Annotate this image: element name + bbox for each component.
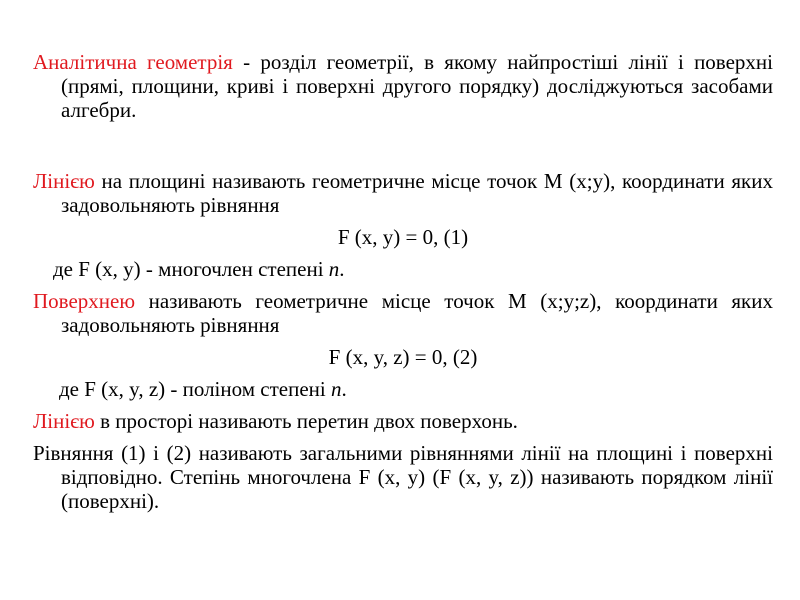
term-line-space: Лінією bbox=[33, 409, 95, 433]
spacer bbox=[33, 217, 773, 225]
note-1-end: . bbox=[339, 257, 345, 281]
spacer bbox=[33, 369, 773, 377]
note-polynomial-1 bbox=[33, 257, 773, 281]
term-surface: Поверхнею bbox=[33, 289, 136, 313]
note-1-text: де F (x, y) - многочлен степені bbox=[53, 257, 329, 281]
definition-line-plane: на площині називають геометричне місце точок М (x;y), координати яких задовольняють рівняння bbox=[61, 169, 773, 217]
slide-content bbox=[33, 50, 773, 513]
definition-line-space: в просторі називають перетин двох поверхонь. bbox=[94, 409, 518, 433]
spacer bbox=[33, 249, 773, 257]
formula-2: F (x, y, z) = 0, (2) bbox=[328, 345, 478, 369]
note-1-variable: n bbox=[328, 257, 340, 281]
definition-analytic-geometry: - розділ геометрії, в якому найпростіші лінії і поверхні (прямі, площини, криві і поверхні другого порядку) досліджуються засобами алгебри. bbox=[61, 50, 773, 122]
spacer bbox=[33, 122, 773, 169]
paragraph-line-space bbox=[33, 409, 773, 433]
formula-1: F (x, y) = 0, (1) bbox=[337, 225, 469, 249]
paragraph-general-equations: Рівняння (1) і (2) називають загальними рівняннями лінії на площині і поверхні відповідно. Степінь многочлена F (x, y) (F (x, y, z)) називають порядком лінії (поверхні). bbox=[33, 441, 773, 513]
paragraph-surface bbox=[33, 289, 773, 337]
note-polynomial-2 bbox=[33, 377, 773, 401]
paragraph-line-plane bbox=[33, 169, 773, 217]
spacer bbox=[33, 401, 773, 409]
spacer bbox=[33, 337, 773, 345]
definition-surface: називають геометричне місце точок М (x;y;z), координати яких задовольняють рівняння bbox=[61, 289, 773, 337]
term-analytic-geometry: Аналітична геометрія bbox=[33, 50, 233, 74]
spacer bbox=[33, 433, 773, 441]
note-2-variable: n bbox=[330, 377, 342, 401]
paragraph-analytic-geometry bbox=[33, 50, 773, 122]
note-2-end: . bbox=[341, 377, 347, 401]
spacer bbox=[33, 281, 773, 289]
term-line: Лінією bbox=[33, 169, 95, 193]
note-2-text: де F (x, y, z) - поліном степені bbox=[59, 377, 331, 401]
